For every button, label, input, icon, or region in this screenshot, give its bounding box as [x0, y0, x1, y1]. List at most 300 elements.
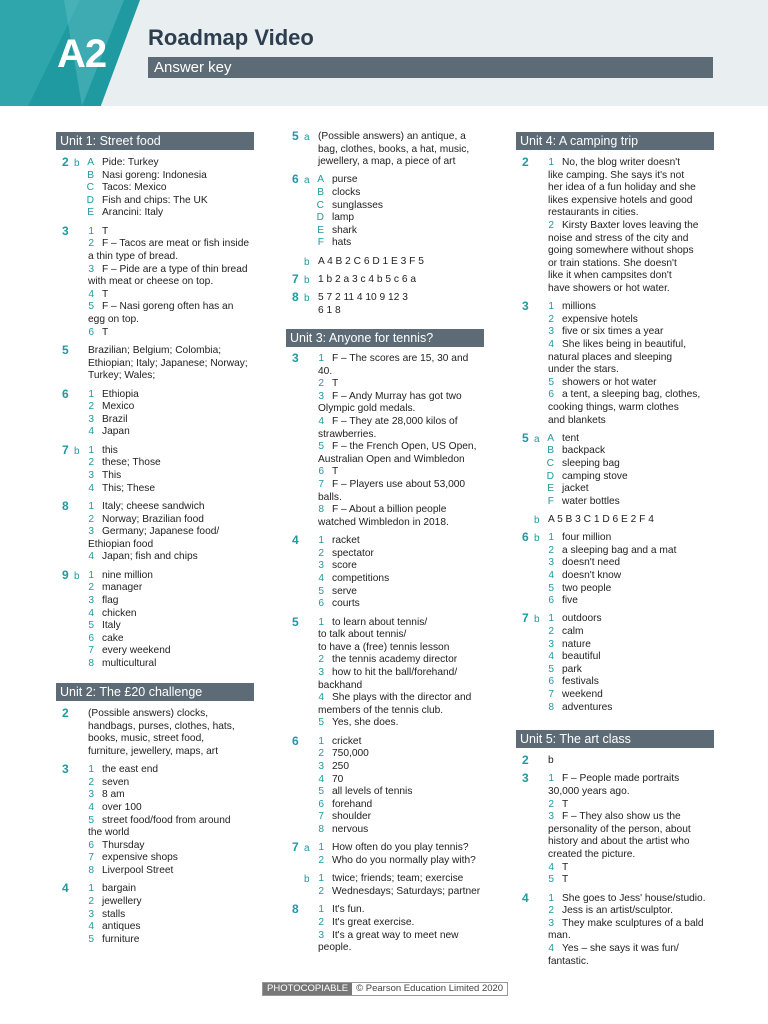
item-label: 1	[318, 535, 324, 547]
answer-text: to talk about tennis/	[318, 629, 407, 641]
question-number: 6	[292, 172, 299, 187]
item-label: 3	[548, 917, 554, 929]
answer-text: cooking things, warm clothes	[548, 402, 679, 413]
answer-text: backhand	[318, 679, 363, 691]
item-label: 3	[548, 638, 554, 650]
answer-text: two people	[562, 582, 612, 594]
item-label: E	[317, 224, 324, 236]
answer-text: 250	[332, 761, 349, 772]
answer-text: a thin type of bread.	[88, 251, 179, 262]
item-label: 1	[548, 773, 554, 785]
item-label: 4	[548, 570, 554, 581]
question-number: 8	[292, 290, 299, 304]
item-label: 2	[88, 896, 94, 907]
answer-text: How often do you play tennis?	[332, 842, 469, 854]
item-label: 2	[548, 313, 554, 325]
answer-text: man.	[548, 930, 571, 942]
item-label: 4	[318, 773, 324, 785]
answer-text: 6 1 8	[318, 304, 341, 316]
answer-text: Ethiopian; Italy; Japanese; Norway;	[88, 357, 248, 369]
answer-text: manager	[102, 582, 143, 594]
answer-text: It's fun.	[332, 904, 365, 916]
item-label: 4	[88, 607, 94, 619]
answer-text: handbags, purses, clothes, hats,	[88, 720, 235, 732]
answer-text: T	[102, 288, 109, 300]
item-label: 3	[88, 526, 94, 538]
item-label: 5	[88, 620, 94, 632]
item-label: 7	[88, 852, 94, 864]
item-label: 1	[548, 892, 554, 904]
answer-text: Japan	[102, 426, 130, 438]
answer-text: Olympic gold medals.	[318, 403, 416, 415]
answer-text: or train stations. She doesn't	[548, 257, 677, 269]
answer-text: noise and stress of the city and	[548, 232, 689, 244]
item-label: 3	[318, 390, 324, 402]
question-part: b	[304, 874, 310, 886]
answer-text: a sleeping bag and a mat	[562, 544, 677, 556]
answer-text: millions	[562, 301, 596, 313]
answer-text: purse	[332, 174, 358, 186]
item-label: F	[317, 237, 324, 249]
answer-text: over 100	[102, 802, 142, 813]
answer-text: 1 b 2 a 3 c 4 b 5 c 6 a	[318, 273, 416, 285]
item-label: 4	[548, 861, 554, 873]
answer-text: jacket	[562, 483, 589, 495]
item-label: B	[317, 187, 324, 198]
question-number: 2	[522, 753, 529, 767]
answer-text: these; Those	[102, 457, 161, 469]
answer-text: Brazil	[102, 413, 128, 425]
answer-text: 30,000 years ago.	[548, 786, 630, 797]
item-label: 7	[318, 811, 324, 823]
answer-text: members of the tennis club.	[318, 704, 444, 716]
answer-text: egg on top.	[88, 314, 139, 325]
item-label: 1	[548, 613, 554, 625]
unit-4-heading: Unit 4: A camping trip	[516, 132, 714, 150]
item-label: 2	[88, 238, 94, 250]
item-label: 5	[88, 933, 94, 945]
answer-text: calm	[562, 626, 584, 637]
answer-text: cake	[102, 632, 124, 644]
question-number: 3	[62, 762, 69, 777]
answer-text: Jess is an artist/sculptor.	[562, 905, 673, 917]
answer-text: T	[562, 874, 569, 886]
item-label: 1	[318, 842, 324, 854]
item-label: 3	[318, 929, 324, 941]
answer-text: nervous	[332, 824, 369, 835]
item-label: 8	[548, 701, 554, 713]
item-label: 5	[318, 585, 324, 597]
question-number: 4	[292, 533, 299, 548]
answer-text: T	[102, 225, 109, 237]
answer-text: Liverpool Street	[102, 865, 174, 876]
question-number: 3	[292, 351, 299, 365]
answer-text: F – Nasi goreng often has an	[102, 301, 234, 313]
item-label: 4	[88, 802, 94, 813]
item-label: 1	[88, 388, 94, 400]
question-part: b	[304, 274, 310, 286]
answer-text: F – The scores are 15, 30 and	[332, 353, 469, 364]
answer-text: five	[562, 595, 578, 607]
page-title: Roadmap Video	[148, 25, 314, 50]
unit-3-heading: Unit 3: Anyone for tennis?	[286, 329, 484, 347]
item-label: 3	[88, 789, 94, 801]
answer-text: every weekend	[102, 645, 171, 657]
answer-text: furniture, jewellery, maps, art	[88, 745, 219, 757]
answer-text: four million	[562, 532, 612, 544]
answer-text: Norway; Brazilian food	[102, 513, 204, 525]
item-label: 1	[318, 873, 324, 885]
answer-text: It's a great way to meet new	[332, 929, 459, 941]
item-label: 2	[318, 547, 324, 559]
answer-text: F – Players use about 53,000	[332, 479, 466, 490]
answer-text: natural places and sleeping	[548, 351, 673, 363]
item-label: A	[87, 157, 94, 168]
answer-text: A 5 B 3 C 1 D 6 E 2 F 4	[548, 514, 654, 525]
item-label: 2	[548, 626, 554, 637]
answer-text: people.	[318, 942, 352, 954]
item-label: 2	[88, 776, 94, 788]
item-label: 1	[548, 301, 554, 313]
copyright: © Pearson Education Limited 2020	[356, 983, 504, 994]
answer-text: (Possible answers) clocks,	[88, 708, 209, 719]
answer-text: bag, clothes, books, a hat, music,	[318, 143, 470, 155]
item-label: 5	[88, 301, 94, 313]
item-label: 3	[88, 595, 94, 606]
question-number: 2	[62, 706, 69, 720]
answer-text: a tent, a sleeping bag, clothes,	[562, 389, 701, 401]
item-label: 3	[88, 470, 94, 481]
question-part: a	[534, 433, 540, 445]
answer-text: have showers or hot water.	[548, 283, 670, 294]
answer-text: nature	[562, 638, 591, 650]
answer-text: F – They ate 28,000 kilos of	[332, 416, 458, 427]
answer-text: Mexico	[102, 401, 135, 413]
answer-text: beautiful	[562, 651, 601, 663]
answer-text: Yes – she says it was fun/	[562, 943, 679, 954]
answer-text: tent	[562, 432, 579, 444]
answer-text: 5 7 2 11 4 10 9 12 3	[318, 292, 408, 303]
item-label: 6	[88, 326, 94, 338]
answer-text: F – the French Open, US Open,	[332, 441, 477, 453]
item-label: 4	[548, 943, 554, 954]
answer-text: the tennis academy director	[332, 654, 458, 666]
item-label: 8	[88, 865, 94, 876]
answer-text: jewellery, a map, a piece of art	[318, 156, 456, 168]
answer-text: 40.	[318, 365, 333, 377]
answer-text: She plays with the director and	[332, 692, 472, 704]
answer-text: 750,000	[332, 748, 369, 760]
item-label: 1	[88, 225, 94, 237]
question-number: 3	[522, 771, 529, 786]
item-label: 8	[88, 658, 94, 669]
answer-text: like it when campsites don't	[548, 270, 672, 282]
answer-text: Germany; Japanese food/	[102, 526, 220, 538]
item-label: 6	[318, 598, 324, 610]
answer-text: F – They also show us the	[562, 811, 681, 823]
answer-text: Ethiopia	[102, 388, 139, 400]
item-label: 2	[318, 748, 324, 760]
answer-text: This	[102, 470, 122, 481]
answer-text: expensive shops	[102, 852, 178, 864]
item-label: 6	[88, 839, 94, 851]
question-number: 2	[62, 155, 69, 169]
item-label: 4	[88, 921, 94, 933]
question-number: 8	[292, 902, 299, 917]
answer-text: nine million	[102, 569, 153, 581]
item-label: E	[547, 483, 554, 495]
question-part: b	[304, 256, 310, 268]
page-subtitle: Answer key	[148, 57, 713, 78]
answer-text: fantastic.	[548, 955, 589, 967]
question-number: 2	[522, 155, 529, 169]
item-label: 1	[88, 501, 94, 512]
item-label: A	[317, 174, 324, 186]
answer-text: showers or hot water	[562, 376, 657, 388]
answer-text: lamp	[332, 212, 355, 224]
question-number: 7	[292, 271, 299, 286]
question-number: 9	[62, 567, 69, 582]
item-label: 1	[88, 569, 94, 581]
answer-text: No, the blog writer doesn't	[562, 157, 681, 168]
answer-text: adventures	[562, 701, 613, 713]
item-label: 7	[548, 689, 554, 700]
item-label: 1	[88, 883, 94, 895]
item-label: 3	[548, 557, 554, 569]
item-label: B	[547, 445, 554, 457]
item-label: 3	[548, 811, 554, 823]
item-label: 2	[88, 457, 94, 469]
answer-text: her idea of a fun holiday and she	[548, 182, 696, 194]
item-label: 2	[548, 905, 554, 917]
item-label: 4	[318, 692, 324, 704]
answer-text: cricket	[332, 735, 362, 747]
answer-text: Yes, she does.	[332, 717, 399, 729]
question-number: 4	[522, 890, 529, 905]
item-label: B	[87, 169, 94, 181]
answer-text: competitions	[332, 573, 390, 584]
answer-text: Who do you normally play with?	[332, 855, 476, 866]
level-badge: A2	[57, 32, 107, 76]
answer-text: seven	[102, 776, 130, 788]
answer-text: chicken	[102, 607, 137, 619]
question-number: 3	[522, 299, 529, 314]
answer-text: like camping. She says it's not	[548, 169, 685, 181]
answer-text: Italy; cheese sandwich	[102, 501, 205, 512]
item-label: 5	[318, 441, 324, 453]
item-label: 7	[88, 645, 94, 657]
answer-text: festivals	[562, 676, 599, 688]
item-label: 4	[88, 551, 94, 563]
answer-text: under the stars.	[548, 364, 619, 376]
answer-text: antiques	[102, 921, 141, 933]
answer-text: to learn about tennis/	[332, 616, 428, 628]
item-label: 5	[548, 376, 554, 388]
question-part: b	[304, 293, 310, 304]
question-part: a	[304, 175, 310, 187]
question-number: 5	[62, 343, 69, 357]
answer-text: created the picture.	[548, 849, 636, 860]
item-label: 2	[318, 855, 324, 866]
item-label: 1	[88, 764, 94, 776]
answer-text: likes expensive hotels and good	[548, 194, 693, 206]
item-label: C	[86, 182, 94, 194]
answer-text: score	[332, 560, 357, 572]
answer-text: F – Andy Murray has got two	[332, 390, 462, 402]
item-label: 6	[318, 466, 324, 478]
item-label: C	[546, 458, 554, 469]
item-label: 1	[88, 444, 94, 456]
item-label: 2	[88, 513, 94, 525]
answer-text: Ethiopian food	[88, 538, 154, 550]
answer-text: (Possible answers) an antique, a	[318, 131, 466, 142]
answer-text: hats	[332, 237, 352, 249]
answer-text: It's great exercise.	[332, 917, 415, 928]
unit-5-heading: Unit 5: The art class	[516, 730, 714, 748]
answer-text: clocks	[332, 187, 361, 198]
unit-2-heading: Unit 2: The £20 challenge	[56, 683, 254, 701]
item-label: 2	[318, 917, 324, 928]
footer	[262, 982, 508, 996]
item-label: 3	[88, 263, 94, 275]
answer-text: Turkey; Wales;	[88, 370, 156, 382]
item-label: A	[547, 432, 554, 444]
answer-text: They make sculptures of a bald	[562, 917, 704, 929]
answer-text: F – Tacos are meat or fish inside	[102, 238, 250, 250]
answer-text: stalls	[102, 908, 126, 920]
item-label: D	[546, 470, 554, 482]
answer-text: A 4 B 2 C 6 D 1 E 3 F 5	[318, 255, 424, 267]
question-number: 7	[522, 611, 529, 626]
answer-text: the east end	[102, 764, 159, 776]
answer-text: T	[562, 798, 569, 810]
answer-text: history and about the artist who	[548, 836, 690, 848]
answer-text: b	[548, 755, 554, 766]
answer-text: books, music, street food,	[88, 733, 205, 745]
answer-text: with meat or cheese on top.	[88, 276, 214, 288]
item-label: 2	[318, 886, 324, 897]
answer-text: jewellery	[102, 896, 142, 907]
answer-text: Fish and chips: The UK	[102, 194, 208, 206]
item-label: 6	[318, 798, 324, 810]
question-part: b	[74, 570, 80, 582]
item-label: 4	[548, 339, 554, 350]
answer-text: Australian Open and Wimbledon	[318, 453, 465, 465]
answer-text: serve	[332, 585, 357, 597]
question-number: 6	[292, 733, 299, 748]
answer-text: She goes to Jess' house/studio.	[562, 892, 706, 904]
item-label: 2	[318, 654, 324, 666]
answer-text: and blankets	[548, 414, 606, 426]
answer-text: spectator	[332, 547, 374, 559]
answer-text: multicultural	[102, 658, 157, 669]
answer-text: She likes being in beautiful,	[562, 339, 687, 350]
item-label: 1	[318, 735, 324, 747]
answer-text: furniture	[102, 933, 140, 945]
answer-text: Arancini: Italy	[102, 207, 164, 219]
item-label: 7	[318, 479, 324, 490]
item-label: 2	[88, 401, 94, 413]
answer-text: T	[332, 378, 339, 390]
item-label: C	[316, 199, 324, 211]
question-number: 5	[292, 614, 299, 629]
item-label: 5	[318, 786, 324, 798]
answer-text: F – About a billion people	[332, 504, 447, 516]
answer-text: outdoors	[562, 613, 602, 625]
answer-text: F – Pide are a type of thin bread	[102, 263, 248, 275]
answer-text: T	[102, 326, 109, 338]
answer-text: park	[562, 663, 582, 675]
photocopiable-label: PHOTOCOPIABLE	[263, 983, 352, 995]
item-label: 8	[318, 824, 324, 835]
question-number: 8	[62, 499, 69, 513]
answer-text: how to hit the ball/forehand/	[332, 667, 458, 678]
item-label: 1	[548, 532, 554, 544]
item-label: F	[547, 495, 554, 507]
answer-text: Kirsty Baxter loves leaving the	[562, 220, 699, 231]
item-label: 1	[548, 157, 554, 168]
answer-text: Italy	[102, 620, 121, 632]
item-label: 1	[318, 904, 324, 916]
question-number: 7	[292, 840, 299, 855]
item-label: 3	[318, 761, 324, 772]
answer-text: restaurants in cities.	[548, 207, 639, 219]
item-label: 3	[318, 667, 324, 678]
item-label: 2	[88, 582, 94, 594]
item-label: 2	[548, 220, 554, 231]
question-part: a	[304, 132, 310, 143]
answer-text: expensive hotels	[562, 313, 638, 325]
answer-text: street food/food from around	[102, 814, 231, 826]
unit-1-heading: Unit 1: Street food	[56, 132, 254, 150]
item-label: 4	[88, 482, 94, 494]
item-label: E	[87, 207, 94, 219]
item-label: 6	[548, 676, 554, 688]
question-part: b	[534, 533, 540, 545]
answer-text: 8 am	[102, 789, 125, 801]
answer-text: Brazilian; Belgium; Colombia;	[88, 345, 222, 356]
question-part: b	[534, 614, 540, 626]
item-label: 4	[548, 651, 554, 663]
question-number: 7	[62, 442, 69, 457]
item-label: 5	[318, 717, 324, 729]
answer-text: strawberries.	[318, 428, 377, 440]
answer-text: personality of the person, about	[548, 823, 691, 835]
question-part: b	[534, 515, 540, 526]
item-label: 3	[88, 908, 94, 920]
answer-text: T	[562, 861, 569, 873]
answer-text: F – People made portraits	[562, 773, 680, 785]
question-number: 6	[62, 386, 69, 401]
answer-text: forehand	[332, 798, 373, 810]
item-label: 3	[318, 560, 324, 572]
question-number: 6	[522, 530, 529, 545]
item-label: 4	[318, 573, 324, 584]
answer-text: doesn't know	[562, 570, 622, 581]
answer-text: racket	[332, 535, 360, 547]
item-label: 6	[548, 595, 554, 607]
question-number: 5	[292, 129, 299, 143]
answer-text: all levels of tennis	[332, 786, 413, 798]
item-label: 5	[548, 582, 554, 594]
answer-text: This; These	[102, 482, 156, 494]
answer-text: going somewhere without shops	[548, 245, 694, 257]
item-label: 4	[88, 426, 94, 438]
question-part: b	[74, 158, 80, 169]
question-part: b	[74, 445, 80, 457]
item-label: 1	[318, 353, 324, 364]
answer-text: Wednesdays; Saturdays; partner	[332, 886, 481, 897]
